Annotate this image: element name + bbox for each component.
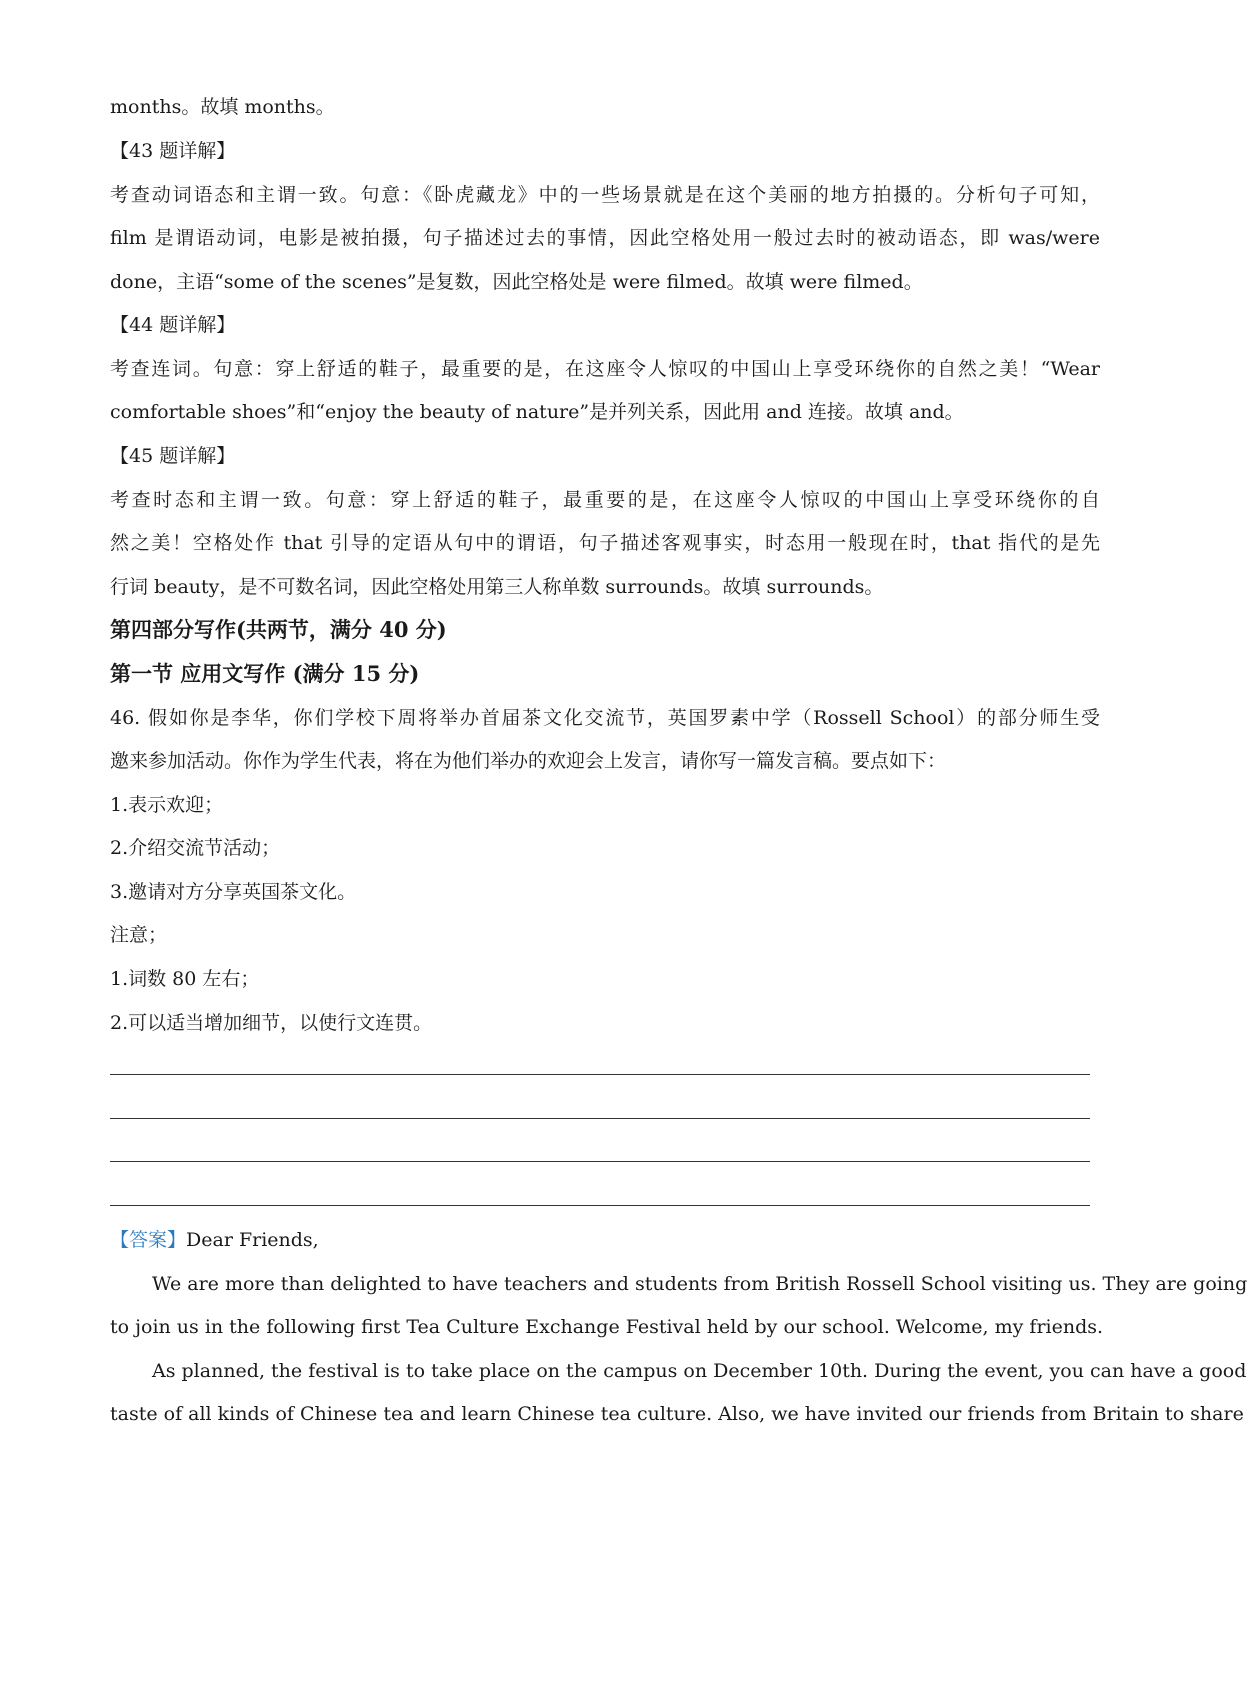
- text-line: 考查动词语态和主谓一致。句意：《卧虎藏龙》中的一些场景就是在这个美丽的地方拍摄的。分析句子可知，: [110, 184, 1100, 206]
- note-item: 2.可以适当增加细节，以使行文连贯。: [110, 1012, 433, 1034]
- answer-line: taste of all kinds of Chinese tea and learn Chinese tea culture. Also, we have invited our friends from Britain to share: [110, 1403, 1244, 1425]
- answer-tag: 【答案】: [110, 1229, 187, 1251]
- text-line: 邀来参加活动。你作为学生代表，将在为他们举办的欢迎会上发言，请你写一篇发言稿。要点如下：: [110, 750, 947, 772]
- answer-salutation: Dear Friends,: [186, 1229, 319, 1251]
- text-line: months。故填 months。: [110, 96, 335, 118]
- note-item: 1.词数 80 左右；: [110, 968, 260, 990]
- question-46-prompt: 46. 假如你是李华，你们学校下周将举办首届茶文化交流节，英国罗素中学（Rossell School）的部分师生受: [110, 707, 1100, 729]
- text-line: film 是谓语动词，电影是被拍摄，句子描述过去的事情，因此空格处用一般过去时的被动语态，即 was/were: [110, 227, 1100, 249]
- question-43-heading: 【43 题详解】: [110, 140, 236, 162]
- point-item: 1.表示欢迎；: [110, 794, 224, 816]
- note-heading: 注意；: [110, 924, 168, 946]
- subsection-heading: 第一节 应用文写作 (满分 15 分): [110, 661, 420, 686]
- writing-line: [110, 1205, 1090, 1206]
- text-line: 行词 beauty，是不可数名词，因此空格处用第三人称单数 surrounds。故填 surrounds。: [110, 576, 884, 598]
- text-line: done，主语“some of the scenes”是复数，因此空格处是 were filmed。故填 were filmed。: [110, 271, 923, 293]
- text-line: 考查时态和主谓一致。句意：穿上舒适的鞋子，最重要的是，在这座令人惊叹的中国山上享受环绕你的自: [110, 489, 1100, 511]
- question-45-heading: 【45 题详解】: [110, 445, 236, 467]
- answer-start: [110, 1226, 1100, 1254]
- section-heading: 第四部分写作(共两节，满分 40 分): [110, 617, 447, 642]
- text-line: 然之美！空格处作 that 引导的定语从句中的谓语，句子描述客观事实，时态用一般现在时，that 指代的是先: [110, 532, 1100, 554]
- point-item: 3.邀请对方分享英国茶文化。: [110, 881, 357, 903]
- answer-line: As planned, the festival is to take place on the campus on December 10th. During the event, you can have a good: [152, 1360, 1247, 1382]
- point-item: 2.介绍交流节活动；: [110, 837, 281, 859]
- answer-line: We are more than delighted to have teachers and students from British Rossell School visiting us. They are going: [152, 1273, 1247, 1295]
- text-line: comfortable shoes”和“enjoy the beauty of nature”是并列关系，因此用 and 连接。故填 and。: [110, 401, 964, 423]
- text-line: 考查连词。句意：穿上舒适的鞋子，最重要的是，在这座令人惊叹的中国山上享受环绕你的自然之美！“Wear: [110, 358, 1100, 380]
- question-44-heading: 【44 题详解】: [110, 314, 236, 336]
- answer-line: to join us in the following first Tea Culture Exchange Festival held by our school. Welcome, my friends.: [110, 1316, 1104, 1338]
- writing-line: [110, 1161, 1090, 1162]
- writing-line: [110, 1118, 1090, 1119]
- writing-line: [110, 1074, 1090, 1075]
